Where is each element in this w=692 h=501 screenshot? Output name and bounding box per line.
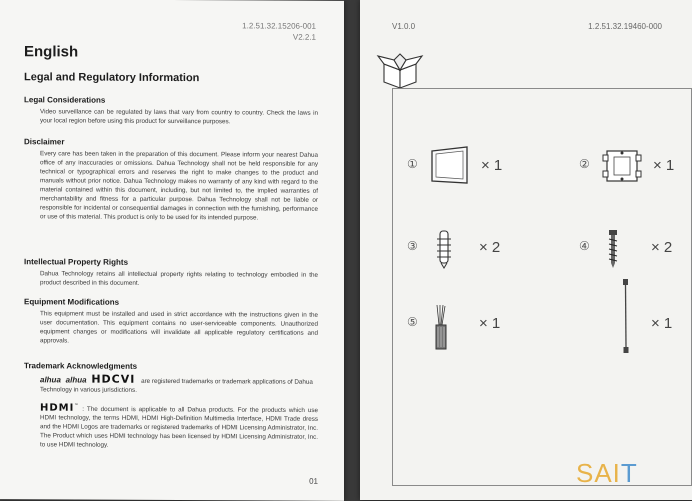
item-quantity: × 1 (651, 315, 673, 332)
item-quantity: × 2 (651, 239, 673, 256)
doc-version-text: V2.2.1 (292, 32, 316, 42)
doc-id-text: 1.2.51.32.15206-001 (242, 21, 316, 31)
document-id (242, 20, 316, 42)
right-page (360, 0, 692, 500)
section-equipment-modifications (24, 297, 318, 347)
section-heading: Equipment Modifications (24, 297, 120, 307)
version-label: V1.0.0 (392, 22, 416, 31)
section-body: This equipment must be installed and used in strict accordance with the instructions given in the user documentation. This equipment contains no user-serviceable components. Unauthorized equipment changes or modifications will invalidate all applicable regulatory certifications and approvals. (40, 310, 318, 345)
document-id-right: 1.2.51.32.19460-000 (588, 22, 662, 31)
sait-watermark (576, 458, 638, 489)
item-quantity: × 1 (481, 157, 503, 174)
dahua-trademark-text: are registered trademarks or trademark applications of Dahua Technology in various jurisdictions. (40, 377, 313, 394)
section-heading: Disclaimer (24, 137, 65, 147)
page-title: Legal and Regulatory Information (24, 71, 200, 85)
wire-cable-icon (619, 277, 633, 357)
item-number: ④ (579, 239, 590, 253)
item-number: ③ (407, 239, 418, 253)
section-heading: Legal Considerations (24, 95, 106, 105)
monitor-panel-icon (429, 145, 471, 187)
left-page (0, 0, 344, 501)
mounting-bracket-icon (601, 145, 643, 187)
section-body: Video surveillance can be regulated by laws that vary from country to country. Check the laws in your local region before using this product for surveillance purposes. (40, 108, 318, 126)
cable-harness-icon (429, 303, 453, 353)
wall-anchor-icon (429, 229, 459, 269)
item-number: ② (579, 157, 590, 171)
item-quantity: × 2 (479, 239, 501, 256)
package-box-icon (376, 48, 424, 90)
hdmi-logo-text: HDMI (40, 402, 75, 414)
section-body: Every care has been taken in the preparation of this document. Please inform your nearest Dahua office of any inaccuracies or omissions. Dahua Technology shall not be held responsible for any technical or typographical errors and reserves the right to make changes to the product and manuals without prior notice. Dahua Technology makes no warranty of any kind with regard to the material contained within this document, including, but not limited to, the implied warranties of merchantability and fitness for a particular purpose. Dahua Technology shall not be liable or responsible for incidental or consequential damages in connection with the furnishing, performance or use of this material. This product is only to be used for its intended purpose. (40, 150, 318, 222)
language-heading: English (24, 43, 79, 61)
hdmi-trademark-row (24, 400, 318, 451)
dahua-logo-alt: alhua (65, 375, 87, 385)
watermark-text-a: SAI (576, 458, 621, 488)
dahua-trademark-row (24, 374, 318, 396)
section-ip-rights (24, 257, 318, 289)
watermark-text-b: T (620, 458, 638, 488)
page-number: 01 (309, 476, 318, 486)
dahua-logo: alhua (40, 375, 61, 385)
section-heading: Intellectual Property Rights (24, 257, 129, 267)
section-body: Dahua Technology retains all intellectual property rights relating to technology embodied in the product described in this document. (40, 270, 318, 287)
section-heading: Trademark Acknowledgments (24, 361, 138, 371)
item-quantity: × 1 (653, 157, 675, 174)
package-contents-frame (392, 88, 692, 486)
item-quantity: × 1 (479, 315, 501, 332)
section-trademark (24, 361, 318, 451)
screw-icon (601, 229, 625, 269)
item-number: ⑤ (407, 315, 418, 329)
section-legal-considerations (24, 95, 318, 127)
hdcvi-logo: HDCVI (91, 372, 136, 386)
hdmi-logo: HDMI™ (40, 402, 80, 414)
hdmi-trademark-text: : The document is applicable to all Dahua products. For the products which use HDMI technology, the terms HDMI, HDMI High-Definition Multimedia Interface, HDMI Trade dress and the HDMI Logos are trademarks or registered trademarks of HDMI Licensing Administrator, Inc. The Product which uses HDMI technology has been licensed by HDMI Licensing Administrator, Inc. to use HDMI technology. (40, 405, 318, 449)
item-number: ① (407, 157, 418, 171)
section-disclaimer (24, 137, 318, 223)
